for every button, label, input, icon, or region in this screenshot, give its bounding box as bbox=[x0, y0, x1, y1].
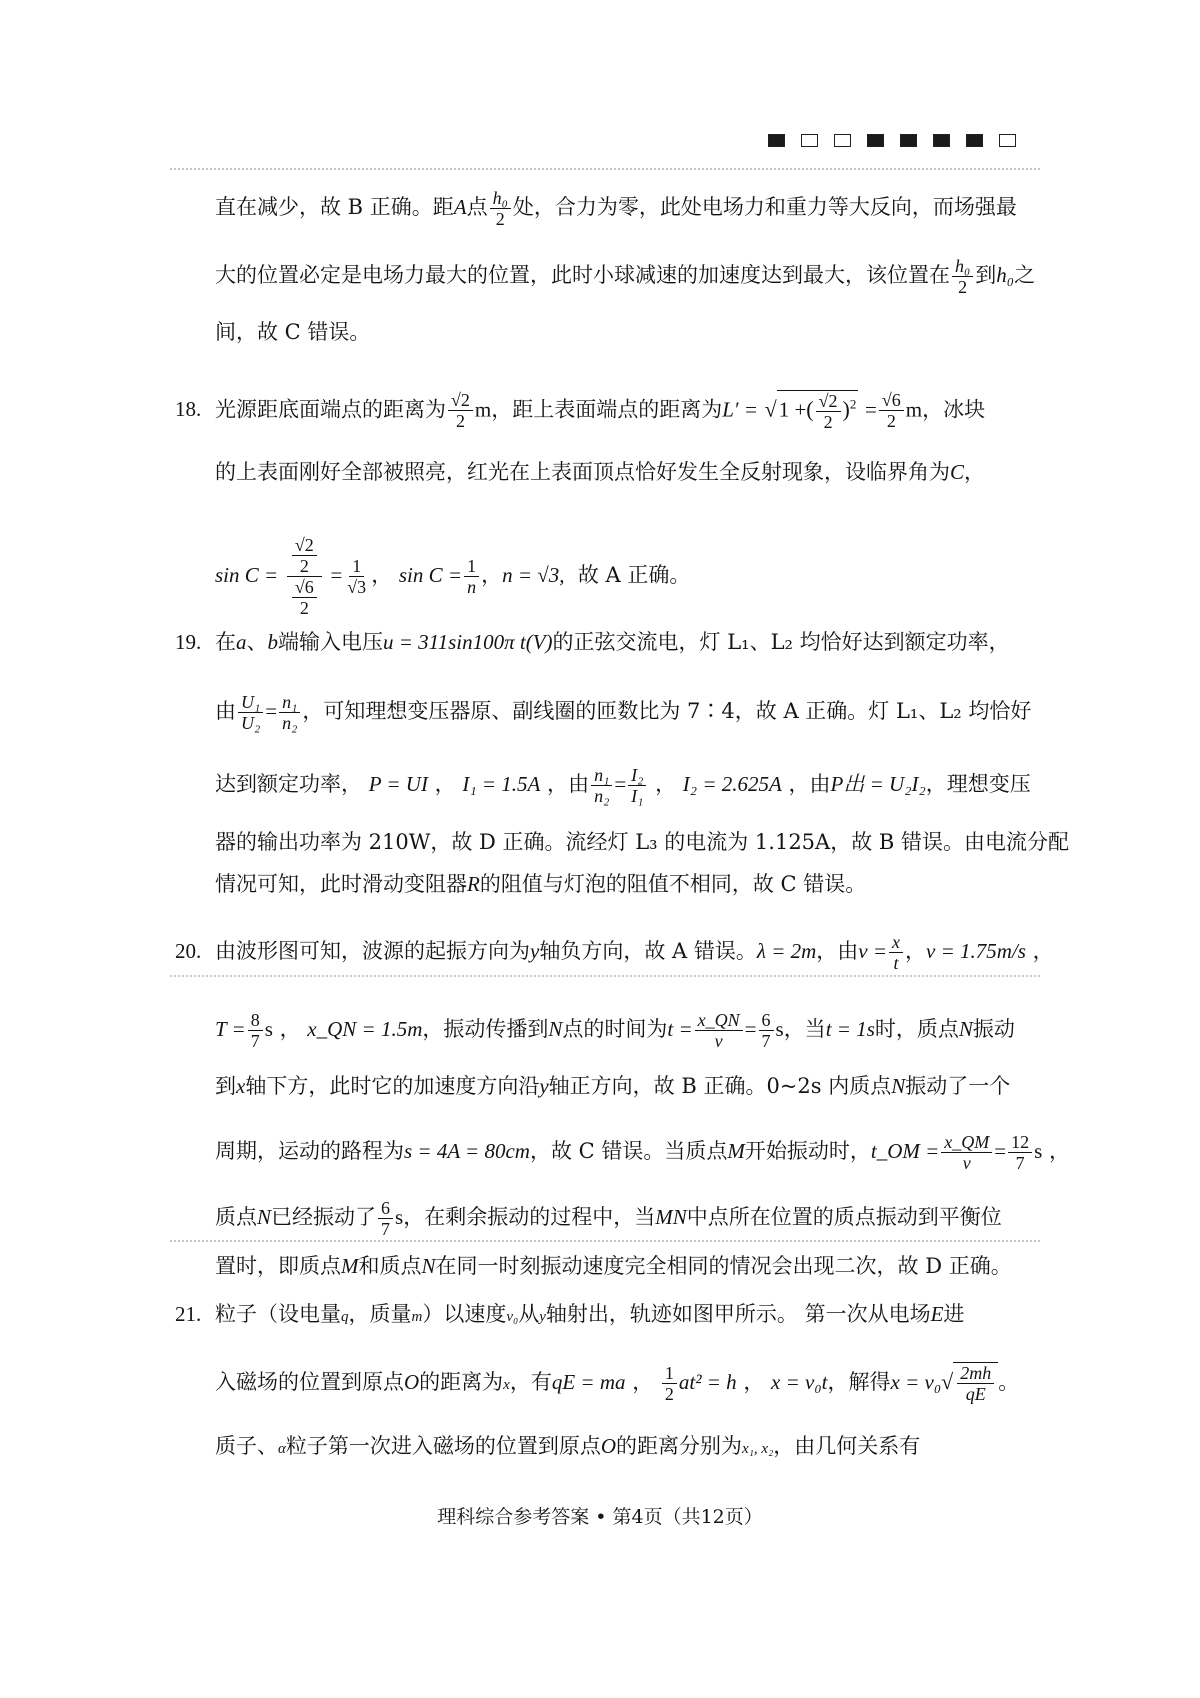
text: ，理想变压 bbox=[925, 772, 1031, 796]
text: ， bbox=[964, 460, 986, 484]
text: 1 + bbox=[778, 397, 807, 422]
num: √2 bbox=[292, 535, 317, 556]
text: 质点 bbox=[215, 1205, 257, 1229]
var: a bbox=[236, 630, 247, 654]
radical: √ bbox=[764, 396, 777, 422]
var: M bbox=[727, 1139, 745, 1163]
text: 由波形图可知，波源的起振方向为 bbox=[215, 939, 530, 963]
text: 周期，运动的路程为 bbox=[215, 1139, 404, 1163]
den: 2 bbox=[958, 277, 968, 297]
formula: v = 1.75m/s bbox=[926, 939, 1026, 963]
text: 的正弦交流电，灯 L₁、L₂ 均恰好达到额定功率， bbox=[552, 630, 1010, 654]
radical: √ bbox=[941, 1369, 954, 1394]
formula: sin C = bbox=[398, 563, 463, 587]
formula: at² = h bbox=[678, 1370, 737, 1394]
den: 7 bbox=[381, 1219, 391, 1239]
var: N bbox=[257, 1205, 272, 1229]
text: ，由几何关系有 bbox=[773, 1434, 921, 1458]
num: 8 bbox=[248, 1010, 263, 1031]
var: y bbox=[539, 1309, 546, 1325]
text: 器的输出功率为 210W，故 D 正确。流经灯 L₃ 的电流为 1.125A，故 B 错误。由电流分配 bbox=[215, 830, 1069, 854]
text: 之 bbox=[1014, 263, 1036, 287]
unit: s bbox=[395, 1205, 404, 1229]
question-number: 18. bbox=[175, 397, 202, 422]
den: n₂ bbox=[282, 713, 298, 733]
fraction bbox=[941, 1132, 992, 1173]
header-square bbox=[999, 134, 1016, 147]
text: = bbox=[865, 397, 877, 422]
text: 、 bbox=[246, 630, 268, 654]
text: 在同一时刻振动速度完全相同的情况会出现二次，故 D 正确。 bbox=[435, 1254, 1012, 1278]
text: 光源距底面端点的距离为 bbox=[215, 397, 446, 422]
var: v₀ bbox=[506, 1309, 519, 1325]
formula: P出 = U₂I₂ bbox=[830, 772, 926, 796]
formula: λ = 2m bbox=[756, 939, 817, 963]
text: ，距上表面端点的距离为 bbox=[491, 397, 723, 422]
text: 达到额定功率， bbox=[215, 772, 362, 796]
question-number: 20. bbox=[175, 939, 202, 963]
text: 轴射出，轨迹如图甲所示。 第一次从电场 bbox=[545, 1302, 931, 1326]
var: N bbox=[421, 1254, 436, 1278]
var: M bbox=[341, 1254, 359, 1278]
q17-line2 bbox=[215, 256, 1035, 297]
formula: x₁, x₂ bbox=[742, 1441, 774, 1457]
formula: qE = ma bbox=[551, 1370, 626, 1394]
text: 轴下方，此时它的加速度方向沿 bbox=[245, 1074, 540, 1098]
text: ，解得 bbox=[827, 1370, 891, 1394]
var: y bbox=[530, 939, 540, 963]
text: 开始振动时， bbox=[744, 1139, 871, 1163]
fraction bbox=[378, 1198, 393, 1239]
q21-line2: 入磁场的位置到原点O的距离为x，有qE = ma ， $\frac{1}{2}$ at² = h ， x = v₀t，解得x = v₀√ $\frac{2mh}{qE}$ 。 bbox=[215, 1363, 1020, 1404]
den: t bbox=[893, 953, 899, 973]
formula: v = bbox=[858, 939, 888, 963]
den: 7 bbox=[761, 1031, 771, 1051]
text: 的阻值与灯泡的阻值不相同，故 C 错误。 bbox=[479, 872, 867, 896]
q19-line5 bbox=[215, 870, 866, 898]
fraction bbox=[238, 692, 263, 733]
var: y bbox=[539, 1074, 549, 1098]
var: h₀ bbox=[996, 263, 1015, 287]
q17-line3 bbox=[215, 318, 370, 346]
fraction bbox=[292, 577, 317, 618]
fraction bbox=[889, 932, 903, 973]
var: x bbox=[503, 1377, 510, 1393]
header-square bbox=[801, 134, 818, 147]
num: I₂ bbox=[628, 765, 646, 786]
num: 6 bbox=[759, 1010, 774, 1031]
var: O bbox=[404, 1370, 420, 1394]
unit: s bbox=[264, 1017, 273, 1041]
text: 处，合力为零，此处电场力和重力等大反向，而场强最 bbox=[512, 195, 1017, 219]
den: qE bbox=[965, 1384, 986, 1404]
num: √6 bbox=[879, 390, 904, 411]
text: ， bbox=[371, 563, 393, 587]
fraction bbox=[490, 188, 511, 229]
den: v bbox=[962, 1153, 971, 1173]
text: ，冰块 bbox=[922, 397, 986, 422]
divider bbox=[170, 975, 1040, 977]
text: 粒子第一次进入磁场的位置到原点 bbox=[285, 1434, 601, 1458]
text: 由 bbox=[568, 772, 590, 796]
formula: I₁ = 1.5A bbox=[462, 772, 541, 796]
formula: s = 4A = 80cm bbox=[404, 1139, 530, 1163]
num: √6 bbox=[292, 577, 317, 598]
q20-line3 bbox=[215, 1072, 1010, 1100]
header-square bbox=[867, 134, 884, 147]
q20-line4: 周期，运动的路程为s = 4A = 80cm，故 C 错误。当质点M开始振动时，t_OM = $\frac{x\_QM}{v}$ = $\frac{12}{7}$ s ， bbox=[215, 1132, 1070, 1173]
formula: t = 1s bbox=[825, 1017, 875, 1041]
num: n₁ bbox=[591, 765, 612, 786]
text: 中点所在位置的质点振动到平衡位 bbox=[686, 1205, 1002, 1229]
text: 故 A 正确。 bbox=[577, 563, 691, 587]
text: 从 bbox=[518, 1302, 540, 1326]
text: 。 bbox=[998, 1370, 1020, 1394]
den: n bbox=[467, 577, 477, 597]
fraction bbox=[628, 765, 646, 806]
var: R bbox=[467, 872, 480, 896]
var: A bbox=[453, 195, 467, 219]
den: 7 bbox=[250, 1031, 260, 1051]
num: 2mh bbox=[957, 1363, 994, 1384]
fraction bbox=[662, 1363, 677, 1404]
exponent: 2 bbox=[849, 396, 857, 412]
num: x_QN bbox=[695, 1010, 743, 1031]
q21-line3 bbox=[215, 1432, 920, 1463]
text: 直在减少，故 B 正确。距 bbox=[215, 195, 454, 219]
unit: m bbox=[905, 397, 923, 422]
text: ，质量 bbox=[348, 1302, 412, 1326]
question-number: 21. bbox=[175, 1302, 202, 1326]
q19-line1 bbox=[175, 628, 1010, 656]
fraction bbox=[879, 390, 904, 431]
den: 7 bbox=[1015, 1153, 1025, 1173]
text: 振动了一个 bbox=[905, 1074, 1011, 1098]
num: 12 bbox=[1008, 1132, 1032, 1153]
text: 粒子（设电量 bbox=[215, 1302, 341, 1326]
den bbox=[287, 577, 322, 618]
text: 大的位置必定是电场力最大的位置，此时小球减速的加速度达到最大，该位置在 bbox=[215, 263, 950, 287]
text: 由 bbox=[215, 699, 236, 723]
var: N bbox=[548, 1017, 563, 1041]
radicand bbox=[953, 1362, 998, 1404]
text: 的上表面刚好全部被照亮，红光在上表面顶点恰好发生全反射现象，设临界角为 bbox=[215, 460, 950, 484]
fraction bbox=[591, 765, 612, 806]
text: 的距离为 bbox=[419, 1370, 504, 1394]
num: 6 bbox=[378, 1198, 393, 1219]
text: 到 bbox=[215, 1074, 236, 1098]
text: ，振动传播到 bbox=[422, 1017, 549, 1041]
var: x bbox=[236, 1074, 246, 1098]
den: √3 bbox=[347, 577, 367, 597]
header-square bbox=[966, 134, 983, 147]
var: MN bbox=[655, 1205, 687, 1229]
var: N bbox=[891, 1074, 906, 1098]
text: 到 bbox=[975, 263, 997, 287]
header-square bbox=[768, 134, 785, 147]
q20-line2: T = $\frac{8}{7}$ s ， x_QN = 1.5m，振动传播到N点的时间为t = $\frac{x\_QN}{v}$ = $\frac{6}{7}$ s，当t = 1s时，质点N振动 bbox=[215, 1010, 1015, 1051]
q17-line1 bbox=[215, 188, 1017, 229]
den: 2 bbox=[299, 556, 309, 576]
formula: sin C = bbox=[215, 563, 279, 587]
q19-line4 bbox=[215, 828, 1069, 856]
radicand: 1 +( $\frac{√2}{2}$ )$^2$ bbox=[778, 391, 857, 432]
text: ，当 bbox=[783, 1017, 826, 1041]
formula: x_QN = 1.5m bbox=[307, 1017, 423, 1041]
text: 置时，即质点 bbox=[215, 1254, 341, 1278]
num: √2 bbox=[448, 390, 473, 411]
var: E bbox=[930, 1302, 944, 1326]
q19-line3: 达到额定功率， P = UI ， I₁ = 1.5A ，由 $\frac{\text{n₁}}{\text{n₂}}$ = $\frac{\text{I₂}}{\text{I₁}}$ ， I₂ = 2.625A ，由P出 = U₂I₂，理想变压 bbox=[215, 765, 1031, 806]
text: 的距离分别为 bbox=[616, 1434, 743, 1458]
text: ，在剩余振动的过程中，当 bbox=[403, 1205, 656, 1229]
formula: I₂ = 2.625A bbox=[682, 772, 782, 796]
text: 振动 bbox=[972, 1017, 1015, 1041]
formula: t_OM = bbox=[870, 1139, 940, 1163]
den: U₂ bbox=[241, 713, 261, 733]
text: ）以速度 bbox=[422, 1302, 507, 1326]
text: 情况可知，此时滑动变阻器 bbox=[215, 872, 467, 896]
den: 2 bbox=[886, 411, 896, 432]
num: 1 bbox=[464, 556, 479, 577]
fraction bbox=[448, 390, 473, 431]
var: L′ = bbox=[722, 397, 758, 422]
q18-line2 bbox=[215, 458, 985, 486]
var: α bbox=[278, 1441, 286, 1457]
text: ，故 C 错误。当质点 bbox=[529, 1139, 728, 1163]
den: 2 bbox=[495, 209, 505, 229]
text: 点 bbox=[466, 195, 488, 219]
compound-fraction bbox=[287, 535, 322, 618]
text: 质子、 bbox=[215, 1434, 278, 1458]
page-footer: 理科综合参考答案 • 第4页（共12页） bbox=[437, 1506, 763, 1528]
var: m bbox=[411, 1309, 423, 1325]
var: b bbox=[267, 630, 278, 654]
question-number: 19. bbox=[175, 630, 202, 654]
fraction bbox=[816, 391, 841, 432]
text: 点的时间为 bbox=[562, 1017, 668, 1041]
header-square bbox=[933, 134, 950, 147]
den: 2 bbox=[664, 1384, 674, 1404]
num: U₁ bbox=[238, 692, 263, 713]
unit: s bbox=[775, 1017, 784, 1041]
num bbox=[287, 535, 322, 577]
den: n₂ bbox=[594, 786, 610, 806]
unit: s bbox=[1034, 1139, 1043, 1163]
den: 2 bbox=[299, 598, 309, 618]
fraction bbox=[957, 1363, 994, 1404]
text: ，可知理想变压器原、副线圈的匝数比为 7∶4，故 A 正确。灯 L₁、L₂ 均恰好 bbox=[302, 699, 1032, 723]
num: x bbox=[889, 932, 903, 953]
var: C bbox=[950, 460, 965, 484]
formula: x = v₀ bbox=[890, 1370, 942, 1394]
unit: m bbox=[474, 397, 492, 422]
fraction bbox=[344, 556, 369, 597]
formula: P = UI bbox=[368, 772, 428, 796]
formula: u = 311sin100π t(V) bbox=[383, 630, 553, 654]
q20-line1: 20. 由波形图可知，波源的起振方向为y轴负方向，故 A 错误。λ = 2m，由v = $\frac{x}{t}$ ，v = 1.75m/s ， bbox=[175, 932, 1054, 973]
text: 由 bbox=[809, 772, 831, 796]
fraction bbox=[248, 1010, 263, 1051]
q18-line1 bbox=[175, 390, 985, 432]
var: N bbox=[958, 1017, 973, 1041]
formula: T = bbox=[215, 1017, 246, 1041]
divider bbox=[170, 1240, 1040, 1242]
num: √2 bbox=[816, 391, 841, 412]
q19-line2: 由 $\frac{\text{U₁}}{\text{U₂}}$ = $\frac{\text{n₁}}{\text{n₂}}$ ，可知理想变压器原、副线圈的匝数比为 7∶4，故 A 正确。灯 L₁、L₂ 均恰好 bbox=[215, 692, 1032, 733]
text: 和质点 bbox=[358, 1254, 422, 1278]
num: n₁ bbox=[279, 692, 300, 713]
fraction bbox=[279, 692, 300, 733]
num: h₀ bbox=[490, 188, 511, 209]
den: I₁ bbox=[631, 786, 644, 806]
q18-line3: sin C = $\frac{\frac{√2}{2}}{\frac{√6}{2}}$ = $\frac{1}{√3}$ ， sin C = $\frac{1}{n}$ ，n = √3, 故 A 正确。 bbox=[215, 535, 691, 618]
var: q bbox=[341, 1309, 349, 1325]
var: O bbox=[600, 1434, 617, 1458]
num: h₀ bbox=[952, 256, 973, 277]
num: 1 bbox=[662, 1363, 677, 1384]
text: 已经振动了 bbox=[271, 1205, 377, 1229]
formula: x = v₀t bbox=[771, 1370, 828, 1394]
den: 2 bbox=[823, 412, 833, 432]
fraction bbox=[464, 556, 479, 597]
den: v bbox=[714, 1031, 723, 1051]
fraction bbox=[759, 1010, 774, 1051]
q20-line6 bbox=[215, 1252, 1012, 1280]
fraction bbox=[1008, 1132, 1032, 1173]
header-square bbox=[900, 134, 917, 147]
text: 轴正方向，故 B 正确。0~2s 内质点 bbox=[548, 1074, 892, 1098]
q20-line5 bbox=[215, 1198, 1002, 1239]
fraction bbox=[952, 256, 973, 297]
text: 轴负方向，故 A 错误。 bbox=[539, 939, 757, 963]
text: ，由 bbox=[816, 939, 859, 963]
num: x_QM bbox=[941, 1132, 992, 1153]
text: 入磁场的位置到原点 bbox=[215, 1370, 404, 1394]
text: 在 bbox=[215, 630, 236, 654]
formula: t = bbox=[667, 1017, 693, 1041]
text: 间，故 C 错误。 bbox=[215, 320, 371, 344]
formula: n = √3, bbox=[502, 563, 565, 587]
fraction bbox=[695, 1010, 743, 1051]
text: 端输入电压 bbox=[278, 630, 383, 654]
text: 进 bbox=[943, 1302, 965, 1326]
text: 时，质点 bbox=[874, 1017, 959, 1041]
den: 2 bbox=[455, 411, 465, 432]
divider bbox=[170, 168, 1040, 170]
q21-line1 bbox=[175, 1300, 964, 1331]
text: ，有 bbox=[509, 1370, 552, 1394]
header-square bbox=[834, 134, 851, 147]
fraction bbox=[292, 535, 317, 576]
num: 1 bbox=[349, 556, 364, 577]
